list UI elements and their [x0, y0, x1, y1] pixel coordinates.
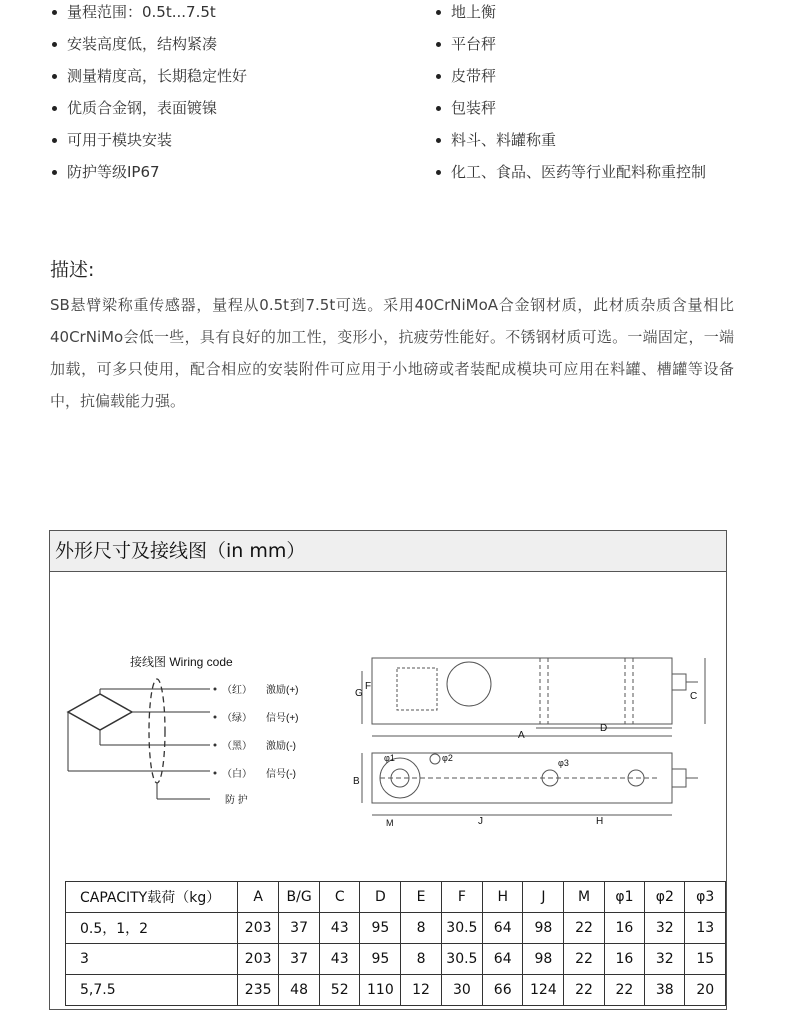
dimensions-table [65, 881, 726, 1006]
table-cell: 48 [279, 975, 320, 1006]
shield-loop [149, 679, 165, 783]
table-cell: 66 [483, 975, 523, 1006]
table-row [66, 944, 726, 975]
label-J: J [478, 816, 483, 827]
table-cell: 3 [66, 944, 238, 975]
features-list [50, 0, 410, 192]
table-header-cell: F [441, 882, 482, 913]
label-H: H [596, 816, 604, 827]
feature-item: 安装高度低，结构紧凑 [50, 32, 410, 64]
wire-color: （绿） [222, 713, 252, 724]
side-view-drawing [355, 658, 705, 741]
table-cell: 22 [564, 913, 604, 944]
table-row [66, 913, 726, 944]
feature-item: 可用于模块安装 [50, 128, 410, 160]
label-B: B [353, 776, 360, 787]
table-cell: 30 [441, 975, 482, 1006]
table-cell: 5,7.5 [66, 975, 238, 1006]
top-view-drawing [353, 753, 698, 828]
table-cell: 30.5 [441, 913, 482, 944]
table-header-cell: φ3 [685, 882, 726, 913]
applications-list [434, 0, 764, 192]
bridge-icon [68, 694, 132, 730]
table-row [66, 975, 726, 1006]
table-cell: 43 [320, 913, 360, 944]
dimensions-panel [49, 530, 727, 1010]
table-cell: 22 [564, 944, 604, 975]
application-item: 平台秤 [434, 32, 764, 64]
table-cell: 12 [401, 975, 441, 1006]
table-cell: 0.5，1，2 [66, 913, 238, 944]
table-header-cell: A [238, 882, 279, 913]
application-item: 皮带秤 [434, 64, 764, 96]
label-A: A [518, 730, 525, 741]
feature-item: 测量精度高，长期稳定性好 [50, 64, 410, 96]
wire-color: （白） [222, 769, 252, 780]
table-cell: 64 [483, 944, 523, 975]
shield-label: 防 护 [225, 795, 248, 806]
table-cell: 203 [238, 913, 279, 944]
feature-item: 优质合金钢，表面镀镍 [50, 96, 410, 128]
wire-signal: 激励(-) [266, 741, 296, 752]
table-cell: 8 [401, 944, 441, 975]
table-cell: 235 [238, 975, 279, 1006]
wire-terminal [214, 772, 217, 775]
table-cell: 16 [604, 944, 644, 975]
table-cell: 110 [360, 975, 401, 1006]
table-cell: 98 [523, 944, 564, 975]
table-header-cell: E [401, 882, 441, 913]
table-cell: 13 [685, 913, 726, 944]
description-body: SB悬臂梁称重传感器，量程从0.5t到7.5t可选。采用40CrNiMoA合金钢材质，此材质杂质含量相比40CrNiMo会低一些，具有良好的加工性，变形小，抗疲劳性能好。不锈钢材质可选。一端固定，一端加载，可多只使用，配合相应的安装附件可应用于小地磅或者装配成模块可应用在料罐、槽罐等设备中，抗偏载能力强。 [50, 296, 734, 410]
table-cell: 32 [645, 913, 685, 944]
table-cell: 124 [523, 975, 564, 1006]
table-cell: 32 [645, 944, 685, 975]
table-cell: 30.5 [441, 944, 482, 975]
table-header-cell: M [564, 882, 604, 913]
wiring-diagram [68, 654, 299, 806]
application-item: 包装秤 [434, 96, 764, 128]
wire-terminal [214, 744, 217, 747]
table-cell: 52 [320, 975, 360, 1006]
table-cell: 38 [645, 975, 685, 1006]
table-cell: 37 [279, 944, 320, 975]
table-header-cell: J [523, 882, 564, 913]
label-G: G [355, 688, 363, 699]
table-cell: 43 [320, 944, 360, 975]
table-header-cell: D [360, 882, 401, 913]
label-M: M [386, 818, 394, 828]
label-D: D [600, 723, 608, 734]
label-C: C [690, 691, 698, 702]
label-F: F [365, 681, 372, 692]
application-item: 料斗、料罐称重 [434, 128, 764, 160]
table-cell: 203 [238, 944, 279, 975]
application-item: 地上衡 [434, 0, 764, 32]
table-cell: 22 [604, 975, 644, 1006]
table-cell: 8 [401, 913, 441, 944]
table-cell: 64 [483, 913, 523, 944]
table-header-cell: C [320, 882, 360, 913]
label-phi1: φ1 [384, 753, 395, 763]
table-cell: 22 [564, 975, 604, 1006]
table-cell: 20 [685, 975, 726, 1006]
wire-terminal [214, 688, 217, 691]
wire-signal: 信号(-) [266, 769, 296, 780]
label-phi3: φ3 [558, 758, 569, 768]
table-cell: 15 [685, 944, 726, 975]
wire-color: （红） [222, 685, 252, 696]
drawings-canvas [50, 571, 726, 911]
wire-signal: 激励(+) [266, 685, 299, 696]
wire-signal: 信号(+) [266, 713, 299, 724]
dimensions-title: 外形尺寸及接线图（in mm） [50, 531, 726, 572]
label-phi2: φ2 [442, 753, 453, 763]
wiring-title: 接线图 Wiring code [130, 655, 233, 669]
table-cell: 98 [523, 913, 564, 944]
table-header-cell: CAPACITY载荷（kg） [66, 882, 238, 913]
table-cell: 95 [360, 913, 401, 944]
feature-item: 量程范围：0.5t...7.5t [50, 0, 410, 32]
table-header-cell: B/G [279, 882, 320, 913]
table-header-cell: φ2 [645, 882, 685, 913]
table-cell: 37 [279, 913, 320, 944]
wire-terminal [214, 716, 217, 719]
table-header-cell: φ1 [604, 882, 644, 913]
wire-color: （黑） [222, 741, 252, 752]
table-header-cell: H [483, 882, 523, 913]
feature-item: 防护等级IP67 [50, 160, 410, 192]
table-cell: 95 [360, 944, 401, 975]
description-title: 描述: [50, 259, 95, 281]
table-cell: 16 [604, 913, 644, 944]
application-item: 化工、食品、医药等行业配料称重控制 [434, 160, 764, 192]
